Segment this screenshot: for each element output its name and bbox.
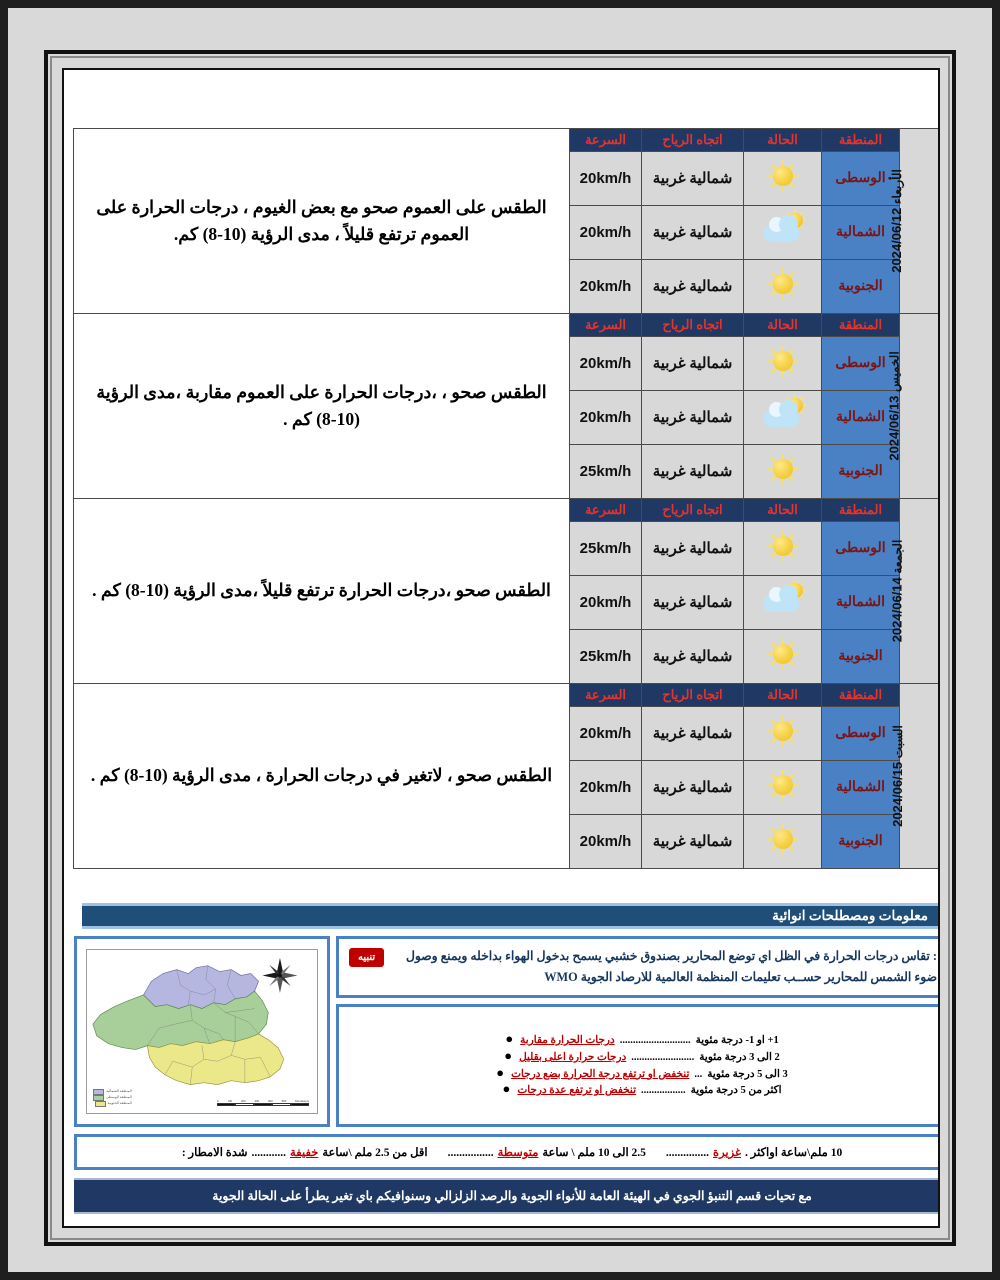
info-title-bar — [82, 903, 940, 929]
region-cell: الوسطى — [822, 707, 900, 761]
weekday-label: الأربعاء — [890, 169, 905, 205]
region-cell: الشمالية — [822, 761, 900, 815]
region-cell: الجنوبية — [822, 260, 900, 314]
definition-value: 2 الى 3 درجة مئوية — [699, 1051, 780, 1063]
sun-core — [773, 459, 793, 479]
forecast-table-area — [74, 128, 940, 869]
document-sheet — [62, 68, 940, 1228]
region-cell: الشمالية — [822, 576, 900, 630]
weather-state-cell — [744, 761, 822, 815]
day-description: الطقس على العموم صحو مع بعض الغيوم ، درجات الحرارة على العموم ترتفع قليلاً ، مدى الرؤية (10-8) كم. — [74, 129, 570, 314]
day-description: الطقس صحو ،درجات الحرارة ترتفع قليلاً ،مدى الرؤية (10-8) كم . — [74, 499, 570, 684]
weather-state-cell — [744, 206, 822, 260]
wind-speed-cell: 25km/h — [570, 445, 642, 499]
region-cell: الشمالية — [822, 391, 900, 445]
rain-value-heavy: 10 ملم\ساعة اواكثر . — [744, 1147, 843, 1159]
scale-tick: 800 — [281, 1098, 287, 1103]
rain-intensity-box — [74, 1134, 940, 1170]
sunny-icon — [760, 449, 806, 489]
sun-core — [773, 536, 793, 556]
wind-speed-cell: 20km/h — [570, 815, 642, 869]
legend-item — [93, 1101, 132, 1107]
header-wind: اتجاه الرياح — [642, 314, 744, 337]
legend-swatch-south — [95, 1101, 106, 1107]
date-label: الخميس 2024/06/13 — [886, 351, 902, 461]
wind-direction-cell: شمالية غربية — [642, 576, 744, 630]
definition-value: اكثر من 5 درجة مئوية — [690, 1085, 782, 1097]
footer-bar — [74, 1178, 940, 1214]
wind-speed-cell: 20km/h — [570, 707, 642, 761]
rain-dots-3: ............... — [665, 1147, 710, 1159]
region-cell: الجنوبية — [822, 815, 900, 869]
sunny-icon — [760, 819, 806, 859]
map-legend — [93, 1089, 132, 1107]
date-cell — [886, 314, 941, 499]
info-section — [74, 903, 940, 1214]
definition-term: درجات الحرارة مقاربة — [520, 1035, 615, 1047]
header-region: المنطقة — [822, 314, 900, 337]
map-box — [74, 936, 330, 1127]
definition-dots: ... — [694, 1068, 703, 1080]
date-cell — [890, 684, 941, 869]
header-speed: السرعة — [570, 684, 642, 707]
weather-state-cell — [744, 576, 822, 630]
sun-core — [773, 166, 793, 186]
forecast-header-row — [74, 684, 941, 707]
forecast-table — [73, 128, 940, 869]
forecast-header-row — [74, 499, 941, 522]
weather-state-cell — [744, 152, 822, 206]
iraq-map-image — [86, 949, 318, 1114]
weather-state-cell — [744, 260, 822, 314]
sunny-icon — [760, 634, 806, 674]
sunny-icon — [760, 765, 806, 805]
notice-text: : تقاس درجات الحرارة في الظل اي توضع المحارير بصندوق خشبي يسمح بدخول الهواء بداخله ويمنع وصول ضوء الشمس للمحارير حســب تعليمات المنظمة العالمية للارصاد الجوية WMO — [405, 949, 937, 984]
date-label: السبت 2024/06/15 — [890, 725, 906, 827]
weather-state-cell — [744, 391, 822, 445]
definition-term: درجات حرارة اعلى بقليل — [519, 1051, 627, 1063]
weather-state-cell — [744, 630, 822, 684]
sunny-icon — [760, 711, 806, 751]
info-title: معلومات ومصطلحات انوائية — [772, 908, 928, 923]
sun-core — [773, 829, 793, 849]
region-cell: الشمالية — [822, 206, 900, 260]
bullet-icon: ● — [502, 1081, 511, 1097]
legend-label-north: المنطقة الشمالية — [106, 1089, 132, 1094]
header-region: المنطقة — [822, 499, 900, 522]
wind-direction-cell: شمالية غربية — [642, 707, 744, 761]
sun-core — [773, 351, 793, 371]
notice-box — [336, 936, 940, 998]
header-speed: السرعة — [570, 129, 642, 152]
scale-tick: 0 — [217, 1098, 219, 1103]
rain-label: شدة الامطار : — [181, 1147, 248, 1159]
wind-direction-cell: شمالية غربية — [642, 445, 744, 499]
header-state: الحالة — [744, 314, 822, 337]
cloud-shape — [763, 595, 799, 612]
sunny-icon — [760, 526, 806, 566]
sunny-icon — [760, 341, 806, 381]
date-cell — [889, 499, 941, 684]
weekday-label: الخميس — [887, 351, 902, 392]
rain-term-light: خفيفة — [290, 1147, 319, 1159]
wind-speed-cell: 20km/h — [570, 576, 642, 630]
compass-rose-icon — [262, 958, 297, 993]
wind-speed-cell: 20km/h — [570, 260, 642, 314]
wind-direction-cell: شمالية غربية — [642, 206, 744, 260]
wind-speed-cell: 20km/h — [570, 391, 642, 445]
weekday-label: السبت — [891, 725, 906, 759]
definition-row — [351, 1082, 929, 1099]
region-cell: الوسطى — [822, 522, 900, 576]
footer-text: مع تحيات قسم التنبؤ الجوي في الهيئة العامة للأنواء الجوية والرصد الزلزالي وسنوافيكم باي تغير يطرأ على الحالة الجوية — [212, 1189, 812, 1203]
wind-speed-cell: 20km/h — [570, 761, 642, 815]
definition-term: تنخفض او ترتفع عدة درجات — [517, 1085, 637, 1097]
weekday-label: الجمعة — [890, 539, 905, 574]
header-speed: السرعة — [570, 499, 642, 522]
partly-cloudy-icon — [760, 395, 806, 435]
weather-state-cell — [744, 445, 822, 499]
header-wind: اتجاه الرياح — [642, 684, 744, 707]
wind-speed-cell: 25km/h — [570, 522, 642, 576]
forecast-header-row — [74, 314, 941, 337]
header-region: المنطقة — [822, 684, 900, 707]
definition-row — [351, 1049, 929, 1066]
notice-badge: تنبيه — [349, 948, 384, 967]
scale-unit: Kilometers — [295, 1098, 309, 1103]
legend-label-middle: المنطقة الوسطى — [106, 1095, 132, 1100]
sun-core — [773, 644, 793, 664]
weather-state-cell — [744, 815, 822, 869]
wind-direction-cell: شمالية غربية — [642, 337, 744, 391]
forecast-header-row — [74, 129, 941, 152]
partly-cloudy-icon — [760, 580, 806, 620]
definition-dots: ........................... — [619, 1035, 691, 1047]
sun-core — [773, 775, 793, 795]
region-cell: الوسطى — [822, 337, 900, 391]
definition-row — [351, 1032, 929, 1049]
wind-direction-cell: شمالية غربية — [642, 522, 744, 576]
info-right-column — [336, 936, 940, 1127]
weather-state-cell — [744, 337, 822, 391]
header-state: الحالة — [744, 499, 822, 522]
sunny-icon — [760, 156, 806, 196]
info-body — [74, 936, 940, 1127]
region-cell: الجنوبية — [822, 630, 900, 684]
definition-term: تنخفض او ترتفع درجة الحرارة بضع درجات — [511, 1068, 690, 1080]
wind-direction-cell: شمالية غربية — [642, 815, 744, 869]
wind-speed-cell: 25km/h — [570, 630, 642, 684]
scale-tick: 200 — [241, 1098, 246, 1103]
header-wind: اتجاه الرياح — [642, 499, 744, 522]
scale-tick: 100 — [227, 1098, 233, 1103]
sun-core — [773, 274, 793, 294]
header-state: الحالة — [744, 684, 822, 707]
bullet-icon: ● — [496, 1064, 505, 1080]
definition-value: 1+ او 1- درجة مئوية — [695, 1035, 779, 1047]
partly-cloudy-icon — [760, 210, 806, 250]
rain-term-heavy: غزيرة — [713, 1147, 741, 1159]
wind-direction-cell: شمالية غربية — [642, 630, 744, 684]
date-label: الجمعة 2024/06/14 — [889, 539, 905, 643]
cloud-shape — [763, 225, 799, 242]
header-region: المنطقة — [822, 129, 900, 152]
sun-core — [773, 721, 793, 741]
date-cell — [889, 129, 941, 314]
wind-direction-cell: شمالية غربية — [642, 391, 744, 445]
definitions-box — [336, 1004, 940, 1127]
rain-dots-2: ................ — [447, 1147, 494, 1159]
wind-direction-cell: شمالية غربية — [642, 761, 744, 815]
wind-speed-cell: 20km/h — [570, 152, 642, 206]
day-description: الطقس صحو ، لاتغير في درجات الحرارة ، مدى الرؤية (10-8) كم . — [74, 684, 570, 869]
rain-term-moderate: متوسطة — [497, 1147, 539, 1159]
wind-direction-cell: شمالية غربية — [642, 152, 744, 206]
wind-speed-cell: 20km/h — [570, 206, 642, 260]
rain-dots-1: ............ — [251, 1147, 286, 1159]
region-cell: الجنوبية — [822, 445, 900, 499]
region-cell: الوسطى — [822, 152, 900, 206]
definition-row — [351, 1066, 929, 1083]
weather-state-cell — [744, 522, 822, 576]
definition-dots: ........................ — [631, 1051, 695, 1063]
scale-tick: 400 — [254, 1098, 260, 1103]
date-label: الأربعاء 2024/06/12 — [889, 169, 905, 273]
header-speed: السرعة — [570, 314, 642, 337]
wind-speed-cell: 20km/h — [570, 337, 642, 391]
cloud-shape — [763, 410, 799, 427]
definition-value: 3 الى 5 درجة مئوية — [707, 1068, 788, 1080]
scale-tick: 600 — [268, 1098, 273, 1103]
rain-value-moderate: 2.5 الى 10 ملم \ ساعة — [542, 1147, 646, 1159]
bullet-icon: ● — [504, 1047, 513, 1063]
bullet-icon: ● — [505, 1031, 514, 1047]
legend-label-south: المنطقة الجنوبية — [107, 1101, 132, 1106]
definition-dots: ................. — [641, 1085, 686, 1097]
header-state: الحالة — [744, 129, 822, 152]
rain-value-light: اقل من 2.5 ملم \ساعة — [322, 1147, 428, 1159]
weather-state-cell — [744, 707, 822, 761]
day-description: الطقس صحو ، ،درجات الحرارة على العموم مقاربة ،مدى الرؤية (10-8) كم . — [74, 314, 570, 499]
header-wind: اتجاه الرياح — [642, 129, 744, 152]
map-scale-bar — [217, 1099, 309, 1106]
sunny-icon — [760, 264, 806, 304]
wind-direction-cell: شمالية غربية — [642, 260, 744, 314]
